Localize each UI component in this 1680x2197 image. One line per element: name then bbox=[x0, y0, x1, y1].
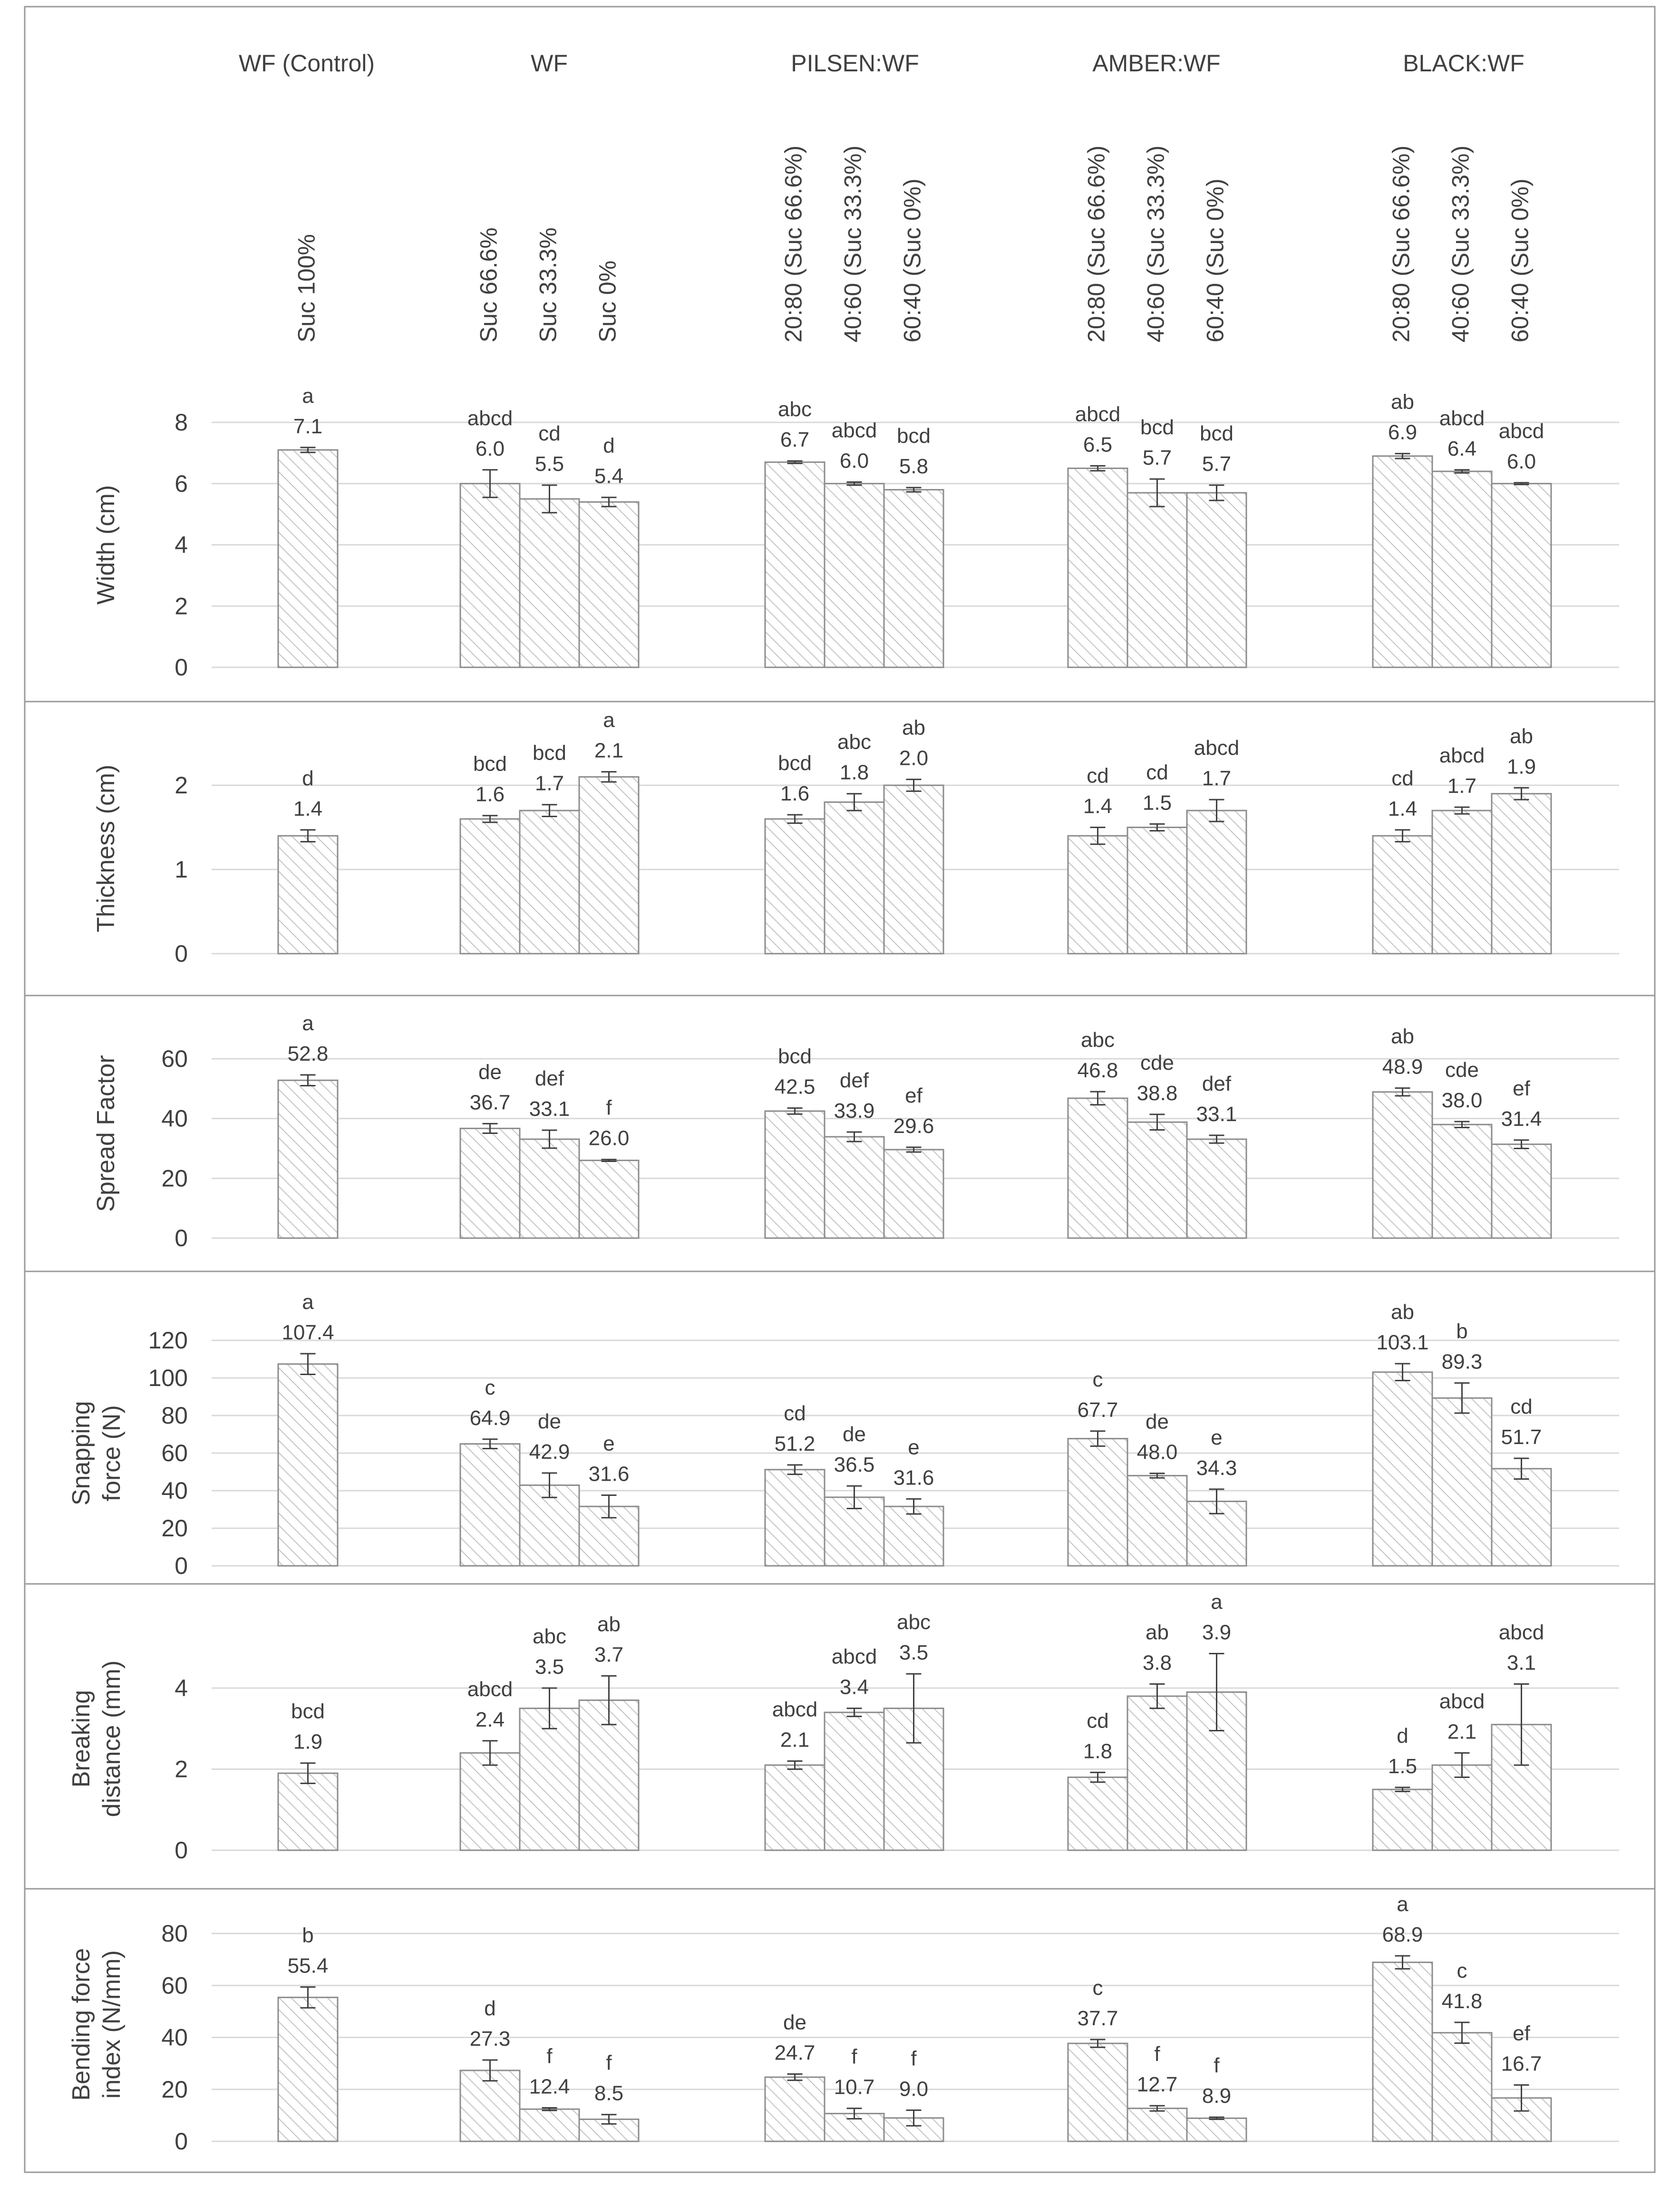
significance-letter: de bbox=[783, 2011, 806, 2034]
group-title: BLACK:WF bbox=[1403, 50, 1525, 77]
bar bbox=[520, 2109, 579, 2141]
condition-label: Suc 33.3% bbox=[534, 227, 562, 342]
value-label: 55.4 bbox=[287, 1954, 329, 1978]
significance-letter: a bbox=[302, 1011, 314, 1035]
significance-letter: bcd bbox=[533, 741, 566, 765]
chart-panel bbox=[25, 702, 1655, 996]
significance-letter: bcd bbox=[1140, 416, 1174, 439]
value-label: 3.7 bbox=[594, 1643, 624, 1667]
significance-letter: f bbox=[606, 2051, 612, 2075]
bar bbox=[278, 1080, 338, 1238]
condition-label: 40:60 (Suc 33.3%) bbox=[1142, 145, 1169, 342]
value-label: 51.7 bbox=[1501, 1426, 1542, 1449]
y-tick-label: 2 bbox=[175, 593, 188, 620]
condition-label: 40:60 (Suc 33.3%) bbox=[839, 145, 866, 342]
group-title: PILSEN:WF bbox=[791, 50, 919, 77]
value-label: 3.4 bbox=[839, 1675, 869, 1699]
significance-letter: de bbox=[843, 1423, 866, 1446]
value-label: 2.0 bbox=[899, 746, 929, 770]
significance-letter: abc bbox=[1081, 1028, 1115, 1052]
value-label: 2.1 bbox=[1447, 1720, 1477, 1744]
bar bbox=[520, 499, 579, 667]
bar bbox=[1127, 1475, 1187, 1566]
y-tick-label: 0 bbox=[175, 654, 188, 681]
bar bbox=[1127, 828, 1187, 954]
y-tick-label: 80 bbox=[161, 1402, 188, 1429]
significance-letter: f bbox=[1214, 2054, 1220, 2078]
chart-panel bbox=[25, 1271, 1655, 1584]
significance-letter: cd bbox=[1087, 1709, 1109, 1733]
bar bbox=[1432, 810, 1492, 954]
significance-letter: abcd bbox=[772, 1698, 818, 1721]
header-block bbox=[239, 50, 1534, 342]
value-label: 1.7 bbox=[1447, 774, 1477, 798]
value-label: 3.1 bbox=[1506, 1651, 1536, 1675]
significance-letter: ab bbox=[1146, 1621, 1169, 1644]
value-label: 1.9 bbox=[293, 1730, 323, 1754]
significance-letter: a bbox=[603, 708, 615, 732]
y-axis-label: Snapping bbox=[68, 1401, 95, 1506]
group-title: AMBER:WF bbox=[1092, 50, 1221, 77]
y-axis-label: Spread Factor bbox=[92, 1055, 120, 1212]
y-tick-label: 100 bbox=[148, 1365, 188, 1391]
significance-letter: abcd bbox=[467, 1677, 513, 1701]
significance-letter: e bbox=[908, 1435, 920, 1459]
significance-letter: abc bbox=[837, 730, 871, 754]
value-label: 12.4 bbox=[529, 2075, 570, 2099]
value-label: 5.5 bbox=[534, 452, 564, 476]
value-label: 6.4 bbox=[1447, 437, 1477, 460]
significance-letter: abcd bbox=[1439, 744, 1485, 768]
significance-letter: bcd bbox=[897, 424, 931, 448]
value-label: 26.0 bbox=[588, 1126, 630, 1150]
significance-letter: abcd bbox=[831, 1645, 877, 1669]
significance-letter: c bbox=[485, 1376, 495, 1399]
value-label: 31.4 bbox=[1501, 1107, 1542, 1131]
y-tick-label: 40 bbox=[161, 1477, 188, 1504]
significance-letter: ab bbox=[1391, 390, 1414, 414]
y-tick-label: 0 bbox=[175, 1837, 188, 1864]
bar bbox=[460, 819, 520, 954]
bar bbox=[1373, 836, 1432, 954]
value-label: 3.5 bbox=[534, 1655, 564, 1679]
value-label: 48.0 bbox=[1136, 1440, 1178, 1464]
significance-letter: d bbox=[603, 434, 615, 458]
value-label: 1.8 bbox=[1083, 1739, 1113, 1763]
y-tick-label: 80 bbox=[161, 1920, 188, 1947]
significance-letter: a bbox=[302, 1290, 314, 1314]
significance-letter: abcd bbox=[1498, 419, 1544, 443]
bar bbox=[1187, 2118, 1246, 2141]
bar bbox=[1127, 1696, 1187, 1850]
value-label: 10.7 bbox=[834, 2075, 875, 2099]
value-label: 48.9 bbox=[1382, 1055, 1423, 1079]
value-label: 2.1 bbox=[780, 1728, 810, 1752]
bar bbox=[1373, 1789, 1432, 1850]
bar bbox=[884, 1150, 943, 1238]
bar bbox=[278, 836, 338, 954]
bar bbox=[278, 1997, 338, 2141]
significance-letter: de bbox=[478, 1060, 502, 1084]
y-tick-label: 1 bbox=[175, 856, 188, 883]
significance-letter: a bbox=[302, 384, 314, 408]
value-label: 42.9 bbox=[529, 1440, 570, 1464]
condition-label: Suc 0% bbox=[594, 260, 621, 342]
value-label: 31.6 bbox=[588, 1462, 630, 1486]
significance-letter: cd bbox=[1391, 766, 1414, 790]
significance-letter: cd bbox=[1087, 764, 1109, 788]
significance-letter: de bbox=[1146, 1410, 1169, 1434]
bar bbox=[1068, 1098, 1127, 1238]
value-label: 6.5 bbox=[1083, 433, 1113, 457]
significance-letter: cde bbox=[1140, 1051, 1174, 1074]
bar bbox=[278, 450, 338, 667]
significance-letter: abcd bbox=[1194, 736, 1240, 760]
bar bbox=[884, 785, 943, 954]
bar bbox=[1068, 2043, 1127, 2141]
value-label: 1.4 bbox=[1388, 797, 1418, 820]
significance-letter: ab bbox=[597, 1612, 621, 1636]
bar bbox=[1187, 493, 1246, 667]
significance-letter: c bbox=[1457, 1959, 1467, 1982]
significance-letter: cd bbox=[1510, 1395, 1533, 1419]
significance-letter: abcd bbox=[1439, 406, 1485, 430]
bar bbox=[1127, 2109, 1187, 2141]
bar bbox=[1373, 456, 1432, 667]
significance-letter: abcd bbox=[831, 419, 877, 442]
bar bbox=[884, 1506, 943, 1566]
significance-letter: abc bbox=[533, 1625, 566, 1648]
bar bbox=[765, 462, 825, 667]
significance-letter: d bbox=[302, 766, 314, 790]
significance-letter: cd bbox=[1146, 761, 1168, 784]
bar bbox=[1432, 2033, 1492, 2141]
value-label: 67.7 bbox=[1077, 1398, 1118, 1422]
y-tick-label: 40 bbox=[161, 1105, 188, 1132]
significance-letter: ab bbox=[1510, 724, 1533, 748]
significance-letter: bcd bbox=[778, 1045, 812, 1068]
bar bbox=[460, 1444, 520, 1566]
significance-letter: bcd bbox=[473, 752, 507, 776]
bar bbox=[765, 819, 825, 954]
y-tick-label: 2 bbox=[175, 1756, 188, 1783]
value-label: 89.3 bbox=[1441, 1350, 1483, 1374]
y-axis-label: force (N) bbox=[98, 1405, 126, 1502]
condition-label: 40:60 (Suc 33.3%) bbox=[1447, 145, 1474, 342]
bar bbox=[1373, 1963, 1432, 2141]
condition-label: Suc 66.6% bbox=[475, 227, 502, 342]
bar bbox=[1373, 1092, 1432, 1238]
bar bbox=[1492, 794, 1551, 954]
bar bbox=[765, 1111, 825, 1238]
condition-label: 60:40 (Suc 0%) bbox=[1506, 178, 1534, 342]
value-label: 46.8 bbox=[1077, 1059, 1118, 1083]
y-tick-label: 20 bbox=[161, 2076, 188, 2103]
significance-letter: cd bbox=[538, 421, 561, 445]
significance-letter: cde bbox=[1445, 1058, 1479, 1082]
y-tick-label: 0 bbox=[175, 1225, 188, 1251]
bar bbox=[460, 484, 520, 667]
value-label: 42.5 bbox=[774, 1075, 816, 1099]
condition-label: 20:80 (Suc 66.6%) bbox=[1083, 145, 1110, 342]
significance-letter: f bbox=[1154, 2042, 1160, 2066]
significance-letter: def bbox=[534, 1067, 564, 1091]
value-label: 103.1 bbox=[1376, 1330, 1429, 1354]
bar bbox=[1068, 469, 1127, 667]
value-label: 1.6 bbox=[475, 782, 505, 806]
bar bbox=[520, 810, 579, 954]
bar bbox=[278, 1773, 338, 1850]
value-label: 5.4 bbox=[594, 464, 624, 488]
bar bbox=[825, 802, 884, 954]
bar bbox=[460, 1753, 520, 1850]
significance-letter: ef bbox=[905, 1084, 923, 1107]
value-label: 7.1 bbox=[293, 414, 323, 438]
bar bbox=[1068, 1777, 1127, 1850]
y-tick-label: 20 bbox=[161, 1165, 188, 1192]
significance-letter: cd bbox=[784, 1401, 806, 1425]
bar bbox=[1068, 1439, 1127, 1566]
y-axis-label: Thickness (cm) bbox=[92, 764, 120, 932]
significance-letter: b bbox=[302, 1924, 314, 1947]
value-label: 9.0 bbox=[899, 2077, 929, 2101]
bar bbox=[579, 777, 639, 954]
value-label: 12.7 bbox=[1136, 2073, 1178, 2097]
value-label: 3.8 bbox=[1142, 1651, 1172, 1675]
significance-letter: de bbox=[538, 1409, 561, 1433]
significance-letter: e bbox=[603, 1432, 615, 1455]
bar bbox=[1432, 1124, 1492, 1238]
value-label: 2.1 bbox=[594, 739, 624, 762]
y-tick-label: 60 bbox=[161, 1440, 188, 1466]
value-label: 6.0 bbox=[475, 437, 505, 460]
bar bbox=[460, 1128, 520, 1238]
significance-letter: a bbox=[1211, 1590, 1223, 1614]
bar bbox=[1127, 493, 1187, 667]
chart-panel bbox=[25, 7, 1655, 702]
value-label: 38.0 bbox=[1441, 1088, 1483, 1112]
bar bbox=[1127, 1122, 1187, 1238]
bar bbox=[520, 1139, 579, 1238]
group-title: WF (Control) bbox=[238, 50, 375, 77]
significance-letter: abcd bbox=[467, 406, 513, 430]
value-label: 6.0 bbox=[1506, 449, 1536, 473]
y-axis-label: Breaking bbox=[68, 1689, 95, 1788]
value-label: 36.5 bbox=[834, 1453, 875, 1477]
value-label: 24.7 bbox=[774, 2041, 816, 2065]
significance-letter: ef bbox=[1513, 2021, 1530, 2045]
significance-letter: f bbox=[911, 2047, 917, 2070]
value-label: 5.8 bbox=[899, 455, 929, 478]
significance-letter: ab bbox=[1391, 1025, 1414, 1048]
value-label: 1.8 bbox=[839, 761, 869, 784]
value-label: 51.2 bbox=[774, 1432, 816, 1455]
significance-letter: b bbox=[1456, 1319, 1468, 1343]
condition-label: Suc 100% bbox=[293, 234, 320, 342]
significance-letter: def bbox=[1202, 1072, 1232, 1095]
y-tick-label: 120 bbox=[148, 1327, 188, 1354]
bar bbox=[1187, 810, 1246, 954]
value-label: 38.8 bbox=[1136, 1081, 1178, 1105]
significance-letter: abc bbox=[778, 398, 812, 421]
value-label: 8.9 bbox=[1202, 2084, 1232, 2108]
bar bbox=[520, 1709, 579, 1850]
bar bbox=[579, 1161, 639, 1238]
value-label: 1.4 bbox=[1083, 794, 1113, 818]
y-axis-label: distance (mm) bbox=[98, 1660, 126, 1817]
y-tick-label: 4 bbox=[175, 1675, 188, 1701]
value-label: 33.1 bbox=[1196, 1102, 1237, 1126]
bar bbox=[1187, 1139, 1246, 1238]
y-tick-label: 60 bbox=[161, 1045, 188, 1072]
y-tick-label: 2 bbox=[175, 772, 188, 799]
bar bbox=[1492, 1469, 1551, 1566]
significance-letter: f bbox=[606, 1096, 612, 1120]
value-label: 52.8 bbox=[287, 1042, 329, 1065]
y-tick-label: 60 bbox=[161, 1972, 188, 1999]
y-tick-label: 0 bbox=[175, 2128, 188, 2155]
significance-letter: a bbox=[1397, 1892, 1408, 1916]
bar bbox=[765, 1765, 825, 1850]
condition-label: 20:80 (Suc 66.6%) bbox=[780, 145, 807, 342]
y-tick-label: 20 bbox=[161, 1515, 188, 1542]
value-label: 27.3 bbox=[469, 2027, 511, 2051]
value-label: 37.7 bbox=[1077, 2006, 1118, 2030]
value-label: 3.5 bbox=[899, 1641, 929, 1665]
significance-letter: bcd bbox=[778, 751, 812, 775]
value-label: 1.9 bbox=[1506, 755, 1536, 779]
significance-letter: abcd bbox=[1439, 1689, 1485, 1713]
value-label: 6.9 bbox=[1388, 420, 1418, 444]
significance-letter: c bbox=[1092, 1367, 1103, 1391]
significance-letter: abc bbox=[897, 1611, 931, 1634]
value-label: 2.4 bbox=[475, 1708, 505, 1731]
bar bbox=[825, 1137, 884, 1238]
value-label: 1.6 bbox=[780, 781, 810, 805]
y-axis-label: index (N/mm) bbox=[98, 1950, 126, 2099]
value-label: 1.7 bbox=[1202, 767, 1232, 791]
y-tick-label: 6 bbox=[175, 470, 188, 497]
value-label: 33.9 bbox=[834, 1099, 875, 1123]
chart-panel bbox=[25, 996, 1655, 1271]
value-label: 16.7 bbox=[1501, 2052, 1542, 2076]
significance-letter: f bbox=[851, 2045, 857, 2069]
y-tick-label: 40 bbox=[161, 2024, 188, 2051]
chart-panel bbox=[25, 1889, 1655, 2172]
bar bbox=[1373, 1372, 1432, 1566]
bar bbox=[1492, 1144, 1551, 1238]
significance-letter: bcd bbox=[1200, 421, 1233, 445]
bar bbox=[825, 1712, 884, 1850]
value-label: 8.5 bbox=[594, 2081, 624, 2105]
condition-label: 60:40 (Suc 0%) bbox=[1202, 178, 1229, 342]
y-tick-label: 4 bbox=[175, 531, 188, 558]
value-label: 36.7 bbox=[469, 1091, 511, 1114]
y-tick-label: 0 bbox=[175, 1553, 188, 1579]
significance-letter: c bbox=[1092, 1976, 1103, 2000]
significance-letter: ab bbox=[902, 716, 925, 740]
significance-letter: bcd bbox=[291, 1699, 325, 1723]
value-label: 6.0 bbox=[839, 449, 869, 473]
bar bbox=[765, 1470, 825, 1566]
significance-letter: f bbox=[546, 2044, 553, 2068]
value-label: 41.8 bbox=[1441, 1989, 1483, 2013]
bar bbox=[1432, 471, 1492, 667]
condition-label: 60:40 (Suc 0%) bbox=[899, 178, 926, 342]
value-label: 33.1 bbox=[529, 1097, 570, 1121]
significance-letter: abcd bbox=[1498, 1621, 1544, 1644]
value-label: 64.9 bbox=[469, 1406, 511, 1430]
value-label: 107.4 bbox=[282, 1321, 334, 1345]
bar bbox=[579, 502, 639, 667]
significance-letter: ab bbox=[1391, 1300, 1414, 1324]
chart-panel bbox=[25, 1584, 1655, 1889]
value-label: 3.9 bbox=[1202, 1621, 1232, 1644]
value-label: 1.5 bbox=[1388, 1754, 1418, 1778]
value-label: 5.7 bbox=[1142, 446, 1172, 470]
bar bbox=[1068, 836, 1127, 954]
bar bbox=[884, 490, 943, 667]
significance-letter: d bbox=[484, 1997, 496, 2021]
bar bbox=[825, 484, 884, 667]
significance-letter: def bbox=[839, 1068, 869, 1092]
y-axis-label: Width (cm) bbox=[92, 485, 120, 605]
value-label: 34.3 bbox=[1196, 1456, 1237, 1480]
significance-letter: abcd bbox=[1075, 402, 1121, 426]
bar bbox=[765, 2077, 825, 2141]
bar bbox=[1492, 484, 1551, 667]
value-label: 5.7 bbox=[1202, 452, 1232, 476]
value-label: 31.6 bbox=[893, 1466, 934, 1490]
y-tick-label: 0 bbox=[175, 940, 188, 967]
value-label: 68.9 bbox=[1382, 1923, 1423, 1946]
value-label: 29.6 bbox=[893, 1114, 934, 1138]
value-label: 6.7 bbox=[780, 428, 810, 452]
group-title: WF bbox=[531, 50, 568, 77]
condition-label: 20:80 (Suc 66.6%) bbox=[1388, 145, 1415, 342]
significance-letter: e bbox=[1211, 1426, 1223, 1449]
y-tick-label: 8 bbox=[175, 409, 188, 436]
bar bbox=[278, 1364, 338, 1566]
bar bbox=[1432, 1398, 1492, 1566]
value-label: 1.4 bbox=[293, 797, 323, 820]
value-label: 1.5 bbox=[1142, 791, 1172, 815]
significance-letter: ef bbox=[1513, 1076, 1530, 1100]
value-label: 1.7 bbox=[534, 771, 564, 795]
significance-letter: d bbox=[1397, 1724, 1408, 1748]
y-axis-label: Bending force bbox=[68, 1948, 95, 2101]
